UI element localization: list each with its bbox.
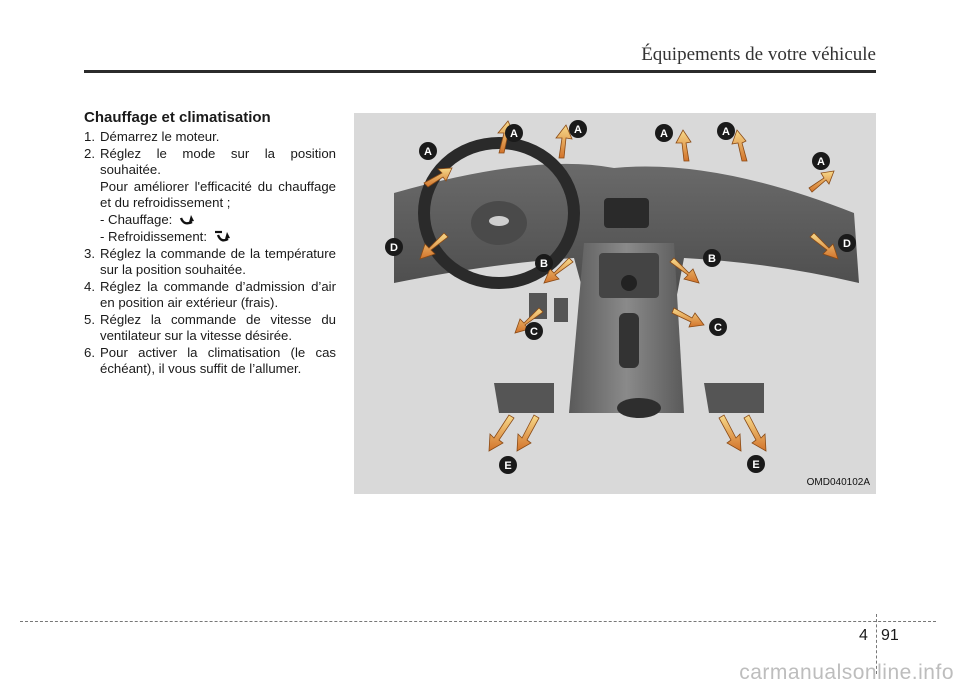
cooling-mode-icon xyxy=(213,229,233,245)
svg-text:E: E xyxy=(504,460,512,472)
step-number: 3. xyxy=(84,246,95,261)
heating-label: - Chauffage: xyxy=(100,212,173,227)
section-title: Chauffage et climatisation xyxy=(84,109,271,126)
page-header-title: Équipements de votre véhicule xyxy=(641,44,876,65)
step-3 xyxy=(84,246,336,278)
vent-label-c xyxy=(709,318,727,336)
step-2 xyxy=(84,146,336,178)
vent-label-a xyxy=(419,142,437,160)
svg-text:B: B xyxy=(708,253,716,265)
step-text: Démarrez le moteur. xyxy=(100,129,220,144)
heating-mode-line xyxy=(84,212,336,228)
svg-text:A: A xyxy=(574,124,582,136)
svg-text:A: A xyxy=(817,156,825,168)
heating-mode-icon xyxy=(178,212,198,228)
svg-text:B: B xyxy=(540,258,548,270)
svg-text:A: A xyxy=(424,146,432,158)
vent-label-a xyxy=(569,120,587,138)
airflow-arrow xyxy=(517,415,539,451)
floor-vent-right xyxy=(704,383,764,413)
svg-text:A: A xyxy=(510,128,518,140)
cup-holder xyxy=(617,398,661,418)
step-text: Réglez la commande de la température sur la position souhaitée. xyxy=(100,246,336,277)
vent-label-a xyxy=(655,124,673,142)
airflow-arrow xyxy=(809,171,834,192)
svg-text:C: C xyxy=(530,326,538,338)
svg-text:A: A xyxy=(660,128,668,140)
vent-label-e xyxy=(499,456,517,474)
footer-rule xyxy=(20,621,936,622)
vent-label-a xyxy=(717,122,735,140)
vent-label-a xyxy=(505,124,523,142)
vent-label-b xyxy=(535,254,553,272)
svg-text:C: C xyxy=(714,322,722,334)
svg-text:E: E xyxy=(752,459,760,471)
step-number: 6. xyxy=(84,345,95,360)
svg-text:A: A xyxy=(722,126,730,138)
step-4 xyxy=(84,279,336,311)
svg-text:D: D xyxy=(843,238,851,250)
airflow-arrow xyxy=(676,130,691,161)
steering-logo xyxy=(489,216,509,226)
floor-vent-left xyxy=(494,383,554,413)
step-number: 1. xyxy=(84,129,95,144)
vent-label-a xyxy=(812,152,830,170)
step-number: 5. xyxy=(84,312,95,327)
dashboard-vent-illustration xyxy=(354,113,876,494)
header-rule xyxy=(84,70,876,73)
dashboard-drawing xyxy=(354,113,876,494)
airflow-arrow xyxy=(719,415,741,451)
gear-shifter xyxy=(619,313,639,368)
cooling-label: - Refroidissement: xyxy=(100,229,208,244)
step-text: Réglez la commande de vitesse du ventilateur sur la vitesse désirée. xyxy=(100,312,336,343)
step-text: Réglez la commande d’admission d’air en position air extérieur (frais). xyxy=(100,279,336,310)
watermark: carmanualsonline.info xyxy=(739,661,954,684)
vent-label-b xyxy=(703,249,721,267)
step-text: Réglez le mode sur la position souhaitée. xyxy=(100,146,336,177)
cooling-mode-line xyxy=(84,229,336,245)
airflow-arrow xyxy=(732,130,747,161)
vent-label-e xyxy=(747,455,765,473)
vent-label-c xyxy=(525,322,543,340)
page-number: 91 xyxy=(881,627,899,644)
chapter-number: 4 xyxy=(859,627,868,644)
svg-text:D: D xyxy=(390,242,398,254)
efficiency-note: Pour améliorer l'efficacité du chauffage et du refroidissement ; xyxy=(100,179,336,210)
figure-caption: OMD040102A xyxy=(806,477,870,488)
vent-label-d xyxy=(385,238,403,256)
airflow-arrow xyxy=(489,415,514,451)
control-knob xyxy=(621,275,637,291)
step-1 xyxy=(84,129,336,145)
pedal xyxy=(554,298,568,322)
step-number: 2. xyxy=(84,146,95,161)
center-screen xyxy=(604,198,649,228)
step-text: Pour activer la climatisation (le cas échéant), il vous suffit de l’allumer. xyxy=(100,345,336,376)
instructions xyxy=(84,110,336,378)
step-number: 4. xyxy=(84,279,95,294)
step-6 xyxy=(84,345,336,377)
airflow-arrow xyxy=(744,415,766,451)
vent-label-d xyxy=(838,234,856,252)
step-5 xyxy=(84,312,336,344)
